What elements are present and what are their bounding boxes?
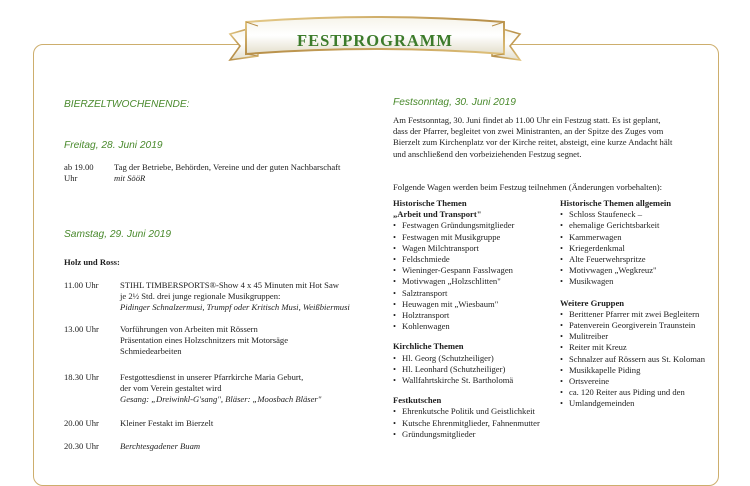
event-line: Festgottesdienst in unserer Pfarrkirche Maria Geburt, [120, 372, 304, 382]
event-time: 13.00 Uhr [64, 324, 99, 334]
intro-line: und anschließend den vorbeiziehenden Festzug segnet. [393, 148, 582, 159]
event-line: Berchtesgadener Buam [120, 441, 201, 451]
group-subtitle: „Arbeit und Transport" [393, 209, 482, 220]
event-line: Schmiedearbeiten [120, 346, 182, 357]
intro-line: dass der Pfarrer, begleitet von zwei Ministranten, an der Spitze des Zuges vom [393, 126, 664, 137]
group-title: Historische Themen allgemein [560, 198, 672, 208]
sunday-date: Festsonntag, 30. Juni 2019 [393, 97, 516, 108]
event-line: je 2½ Std. drei junge regionale Musikgruppen: [120, 291, 281, 302]
list-item: • Kohlenwagen [393, 321, 553, 332]
list-item: • Festwagen mit Musikgruppe [393, 232, 553, 243]
list-item: • Motivwagen „Wegkreuz" [560, 265, 725, 276]
list-item: • Mulitreiber [560, 331, 725, 342]
list-item: • Salztransport [393, 288, 553, 299]
group-title: Historische Themen [393, 198, 467, 208]
group-title: Festkutschen [393, 395, 442, 406]
list-item: • Wieninger-Gespann Fasslwagen [393, 265, 553, 276]
list-item: • Motivwagen „Holzschlitten" [393, 276, 553, 287]
wagon-list [560, 309, 725, 410]
list-item: • Patenverein Georgiverein Traunstein [560, 320, 725, 331]
list-item: • ca. 120 Reiter aus Piding und den [560, 387, 725, 398]
list-item: • Feldschmiede [393, 254, 553, 265]
list-item: • Gründungsmitglieder [393, 429, 553, 440]
page-title: FESTPROGRAMM [297, 31, 453, 50]
friday-line2: mit SööR [114, 173, 146, 184]
continuation-text: Umlandgemeinden [569, 398, 635, 409]
list-item: • Kammerwagen [560, 232, 725, 243]
event-line: Pidinger Schnalzermusi, Trumpf oder Kritisch Musi, Weißbiermusi [120, 302, 350, 313]
section-title: BIERZELTWOCHENENDE: [64, 99, 190, 110]
intro-line: Am Festsonntag, 30. Juni findet ab 11.00 Uhr ein Festzug statt. Es ist geplant, [393, 115, 661, 125]
list-item: • Hl. Leonhard (Schutzheiliger) [393, 364, 553, 375]
event-line: Vorführungen von Arbeiten mit Rössern [120, 324, 258, 334]
list-item: • Schnalzer auf Rössern aus St. Koloman [560, 354, 725, 365]
event-time: 18.30 Uhr [64, 372, 99, 382]
friday-line1: Tag der Betriebe, Behörden, Vereine und der guten Nachbarschaft [114, 162, 341, 172]
event-time: 11.00 Uhr [64, 280, 99, 290]
wagons-column-2 [560, 198, 725, 410]
friday-date: Freitag, 28. Juni 2019 [64, 140, 163, 151]
list-item: • Wagen Milchtransport [393, 243, 553, 254]
list-item-continuation [560, 398, 725, 409]
friday-desc [114, 162, 414, 184]
wagons-column-1 [393, 198, 553, 440]
group-title: Kirchliche Themen [393, 341, 464, 352]
event-desc [120, 324, 410, 358]
list-item: • Holztransport [393, 310, 553, 321]
event-time: 20.00 Uhr [64, 418, 99, 428]
event-line: der vom Verein gestaltet wird [120, 383, 222, 394]
event-line: STIHL TIMBERSPORTS®-Show 4 x 45 Minuten mit Hot Saw [120, 280, 339, 290]
event-line: Kleiner Festakt im Bierzelt [120, 418, 214, 428]
wagons-intro: Folgende Wagen werden beim Festzug teilnehmen (Änderungen vorbehalten): [393, 182, 663, 192]
event-time: 20.30 Uhr [64, 441, 99, 451]
list-item: • Hl. Georg (Schutzheiliger) [393, 353, 553, 364]
event-line: Gesang: „Dreiwinkl-G'sang", Bläser: „Moosbach Bläser" [120, 394, 322, 405]
wagon-list [560, 209, 725, 287]
list-item: • Heuwagen mit „Wiesbaum" [393, 299, 553, 310]
list-item: • Ehrenkutsche Politik und Geistlichkeit [393, 406, 553, 417]
event-desc [120, 372, 410, 406]
sunday-intro [393, 115, 723, 160]
continuation-text: ehemalige Gerichtsbarkeit [569, 220, 660, 231]
title-banner [222, 8, 528, 68]
list-item: • Musikkapelle Piding [560, 365, 725, 376]
saturday-date: Samstag, 29. Juni 2019 [64, 229, 172, 240]
list-item-continuation [560, 220, 725, 231]
list-item: • Festwagen Gründungsmitglieder [393, 220, 553, 231]
list-item: • Alte Feuerwehrspritze [560, 254, 725, 265]
event-desc [120, 280, 410, 314]
list-item: • Schloss Staufeneck – [560, 209, 725, 220]
list-item: • Reiter mit Kreuz [560, 342, 725, 353]
saturday-subtitle: Holz und Ross: [64, 257, 120, 267]
friday-time: ab 19.00 Uhr [64, 162, 94, 184]
intro-line: Bierzelt zum Kirchenplatz vor der Kirche reitet, absteigt, eine kurze Andacht hält [393, 137, 673, 148]
list-item: • Berittener Pfarrer mit zwei Begleitern [560, 309, 725, 320]
list-item: • Kriegerdenkmal [560, 243, 725, 254]
wagon-list [393, 220, 553, 332]
list-item: • Wallfahrtskirche St. Bartholomä [393, 375, 553, 386]
wagon-list [393, 406, 553, 440]
list-item: • Kutsche Ehrenmitglieder, Fahnenmutter [393, 418, 553, 429]
wagon-list [393, 353, 553, 387]
list-item: • Musikwagen [560, 276, 725, 287]
list-item: • Ortsvereine [560, 376, 725, 387]
event-line: Präsentation eines Holzschnitzers mit Motorsäge [120, 335, 289, 346]
group-title: Weitere Gruppen [560, 297, 625, 308]
